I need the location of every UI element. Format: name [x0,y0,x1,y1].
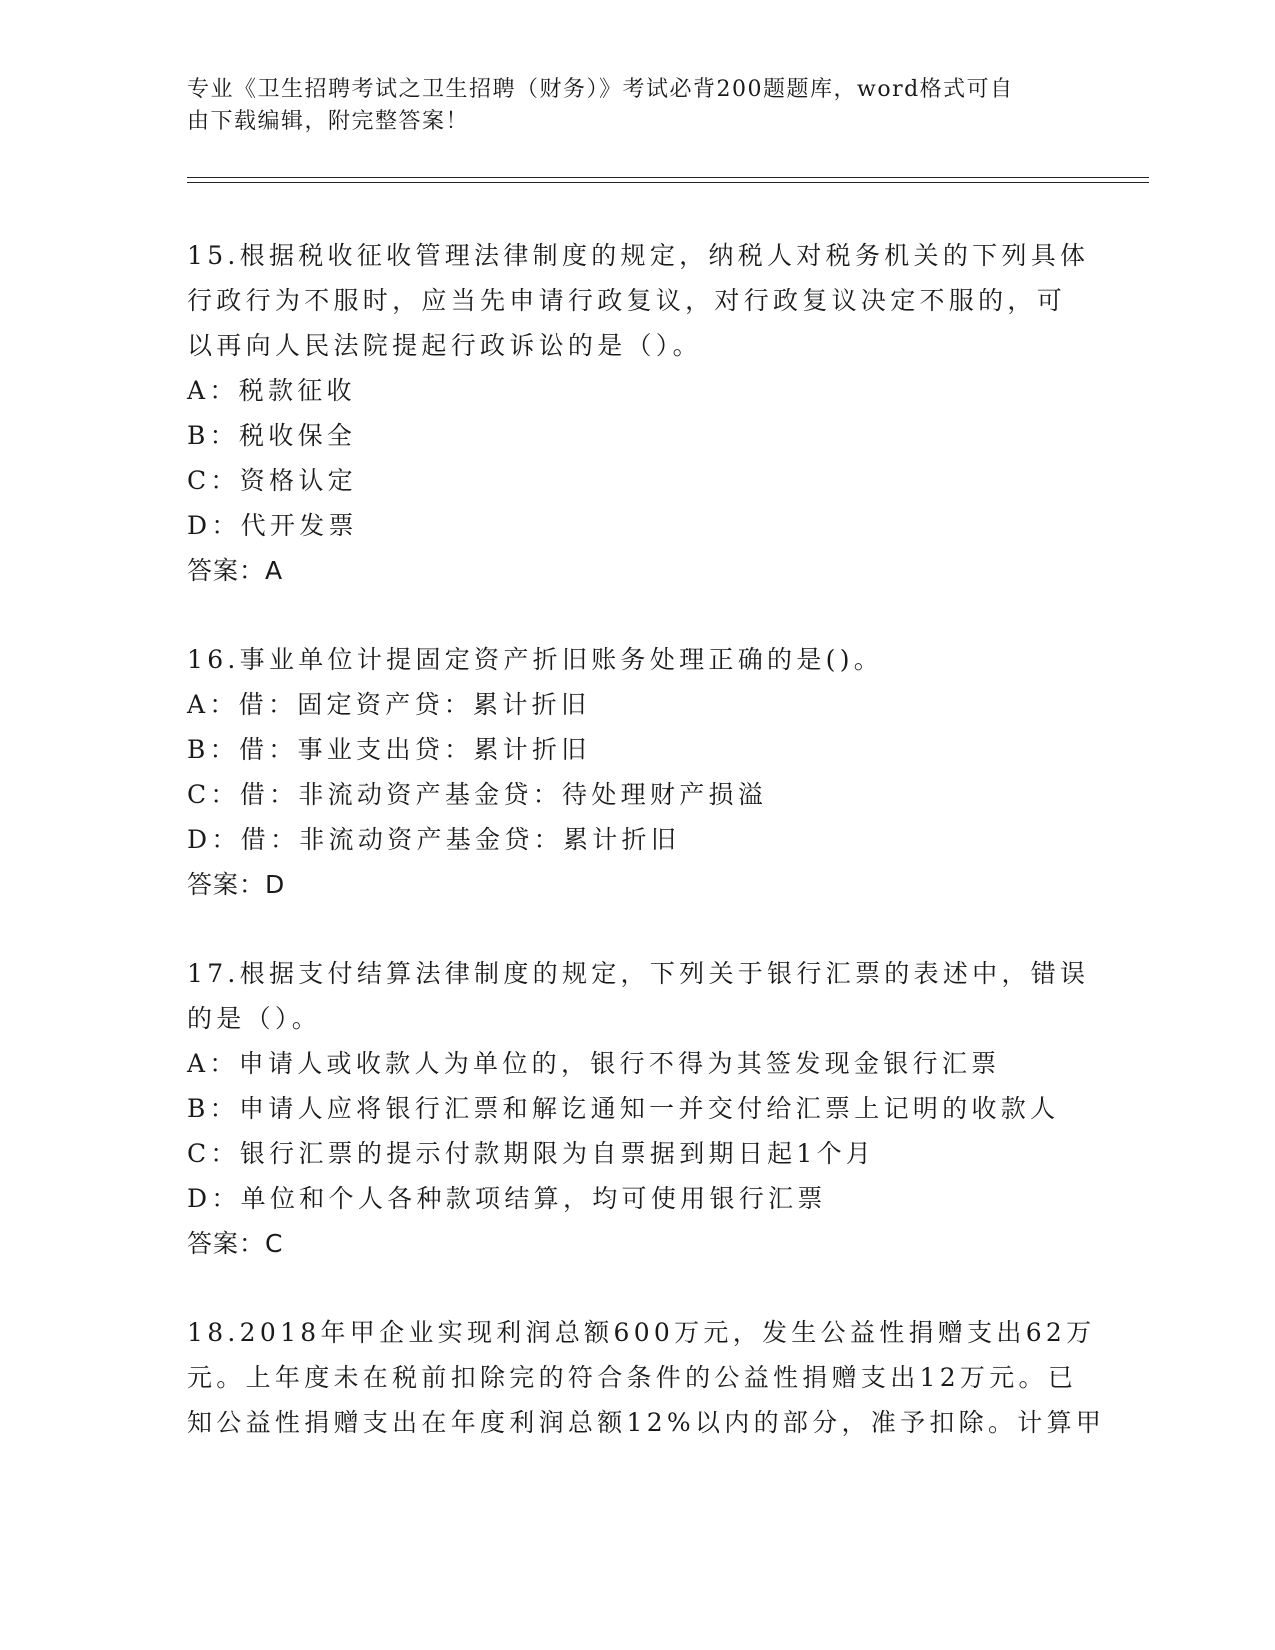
option-d: D：单位和个人各种款项结算，均可使用银行汇票 [187,1184,827,1213]
option-b: B：税收保全 [187,421,357,450]
header-divider-top [187,177,1149,178]
spacer [187,907,1087,951]
spacer [187,1266,1087,1310]
header-line-2: 由下载编辑，附完整答案！ [187,109,470,134]
question-text-line: 以再向人民法院提起行政诉讼的是（）。 [187,331,702,360]
question-15 [187,233,1090,593]
question-text-line: 17.根据支付结算法律制度的规定，下列关于银行汇票的表述中，错误 [187,959,1090,988]
question-text-line: 知公益性捐赠支出在年度利润总额12%以内的部分，准予扣除。计算甲 [187,1408,1106,1437]
header-divider-bottom [187,182,1149,183]
question-text-line: 16.事业单位计提固定资产折旧账务处理正确的是()。 [187,645,884,674]
option-a: A：税款征收 [187,376,356,405]
option-a: A：借：固定资产贷：累计折旧 [187,690,591,719]
question-text-line: 的是（）。 [187,1004,322,1033]
option-c: C：银行汇票的提示付款期限为自票据到期日起1个月 [187,1139,876,1168]
option-a: A：申请人或收款人为单位的，银行不得为其签发现金银行汇票 [187,1049,1001,1078]
document-header [187,74,1087,138]
option-b: B：申请人应将银行汇票和解讫通知一并交付给汇票上记明的收款人 [187,1094,1060,1123]
answer-line: 答案：D [187,870,286,899]
question-list [187,233,1106,1445]
header-line-1: 专业《卫生招聘考试之卫生招聘（财务）》考试必背200题题库，word格式可自 [187,77,1014,102]
answer-line: 答案：A [187,556,284,585]
option-d: D：代开发票 [187,511,358,540]
question-18 [187,1310,1106,1445]
question-17 [187,951,1090,1266]
option-b: B：借：事业支出贷：累计折旧 [187,735,591,764]
question-16 [187,637,1087,907]
answer-line: 答案：C [187,1229,284,1258]
question-text-line: 18.2018年甲企业实现利润总额600万元，发生公益性捐赠支出62万 [187,1318,1096,1347]
question-text-line: 元。上年度未在税前扣除完的符合条件的公益性捐赠支出12万元。已 [187,1363,1078,1392]
question-text-line: 15.根据税收征收管理法律制度的规定，纳税人对税务机关的下列具体 [187,241,1090,270]
option-c: C：借：非流动资产基金贷：待处理财产损溢 [187,780,768,809]
option-d: D：借：非流动资产基金贷：累计折旧 [187,825,681,854]
option-c: C：资格认定 [187,466,357,495]
spacer [187,593,1087,637]
question-text-line: 行政行为不服时，应当先申请行政复议，对行政复议决定不服的，可 [187,286,1067,315]
